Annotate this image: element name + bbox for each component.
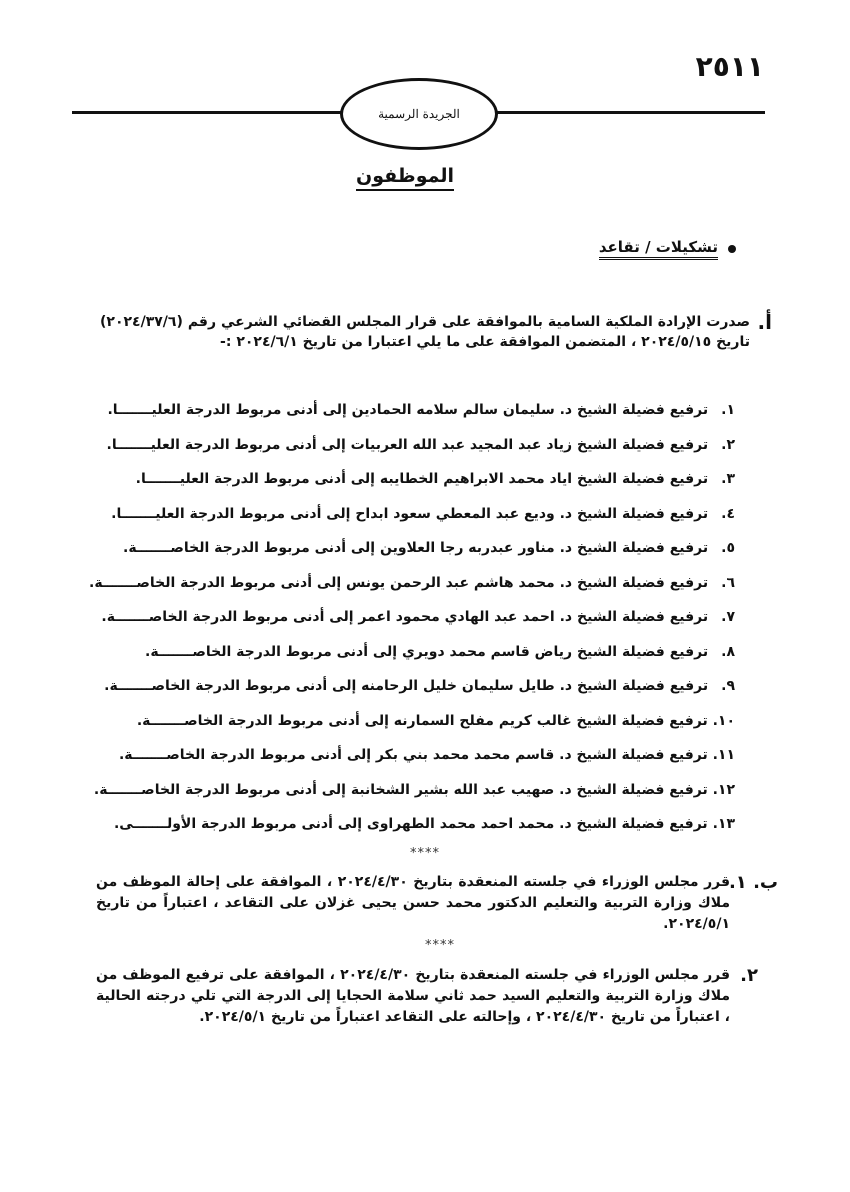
paragraph-b2-marker: ٢. xyxy=(740,965,758,986)
paragraph-b1 xyxy=(96,872,778,935)
subsection-heading xyxy=(599,238,736,260)
promotion-text: ترفيع فضيلة الشيخ د. سليمان سالم سلامه الحمادين إلى أدنى مربوط الدرجة العليـــــــا. xyxy=(107,402,709,418)
paragraph-b2-text: قرر مجلس الوزراء في جلسته المنعقدة بتاريخ ٢٠٢٤/٤/٣٠ ، الموافقة على ترفيع الموظف من ملاك وزارة التربية والتعليم السيد حمد ثاني سلامة الحجايا إلى الدرجة التي تلي درجته الحالية ، اعتباراً من تاريخ ٢٠٢٤/٤/٣٠ ، وإحالته على التقاعد اعتباراً من تاريخ ٢٠٢٤/٥/١. xyxy=(96,967,731,1025)
promotion-item xyxy=(110,467,735,502)
promotion-item xyxy=(106,433,735,468)
promotion-text: ترفيع فضيلة الشيخ غالب كريم مفلح السمارنه إلى أدنى مربوط الدرجة الخاصـــــــة. xyxy=(136,712,708,729)
promotion-number: ٦. xyxy=(721,574,735,591)
promotion-text: ترفيع فضيلة الشيخ د. محمد هاشم عبد الرحمن يونس إلى أدنى مربوط الدرجة الخاصـــــــة. xyxy=(89,574,709,591)
promotion-item xyxy=(110,812,735,847)
promotion-text: ترفيع فضيلة الشيخ د. طايل سليمان خليل الرحامنه إلى أدنى مربوط الدرجة الخاصـــــــة. xyxy=(104,678,709,694)
promotions-list xyxy=(89,398,735,847)
promotion-text: ترفيع فضيلة الشيخ د. صهيب عبد الله بشير الشخانبة إلى أدنى مربوط الدرجة الخاصـــــــة. xyxy=(93,781,708,798)
promotion-item xyxy=(110,536,735,571)
promotion-item xyxy=(101,605,735,640)
promotion-text: ترفيع فضيلة الشيخ د. احمد عبد الهادي محمود اعمر إلى أدنى مربوط الدرجة الخاصـــــــة. xyxy=(101,609,709,625)
page-number: ٢٥١١ xyxy=(695,50,764,83)
promotion-number: ١. xyxy=(721,402,735,418)
promotion-item xyxy=(93,778,735,813)
promotion-number: ٣. xyxy=(721,471,735,487)
promotion-number: ٨. xyxy=(721,643,735,660)
paragraph-b1-text: قرر مجلس الوزراء في جلسته المنعقدة بتاريخ ٢٠٢٤/٤/٣٠ ، الموافقة على إحالة الموظف من ملاك وزارة التربية والتعليم الدكتور محمد حسن يحيى غزلان على التقاعد ، اعتباراً من تاريخ ٢٠٢٤/٥/١. xyxy=(96,874,730,932)
gazette-title-badge xyxy=(340,78,498,150)
bullet-icon xyxy=(728,245,736,253)
gazette-title: الجريدة الرسمية xyxy=(378,107,460,121)
paragraph-a xyxy=(100,310,772,352)
subsection-label: تشكيلات / تقاعد xyxy=(599,238,718,260)
paragraph-a-marker: أ. xyxy=(757,310,772,334)
promotion-item xyxy=(107,398,735,433)
promotion-text: ترفيع فضيلة الشيخ د. مناور عبدربه رجا العلاوين إلى أدنى مربوط الدرجة الخاصـــــــة. xyxy=(123,540,709,556)
section-title: الموظفون xyxy=(330,165,480,187)
promotion-number: ١٢. xyxy=(712,781,735,798)
promotion-item xyxy=(104,674,735,709)
promotion-item xyxy=(110,640,735,675)
promotion-number: ١٣. xyxy=(712,816,735,832)
promotion-item xyxy=(110,502,735,537)
promotion-number: ٧. xyxy=(721,609,735,625)
promotion-number: ٢. xyxy=(721,436,735,453)
promotion-item xyxy=(110,709,735,744)
promotion-text: ترفيع فضيلة الشيخ زياد عبد المجيد عبد الله العربيات إلى أدنى مربوط الدرجة العليـــــــا. xyxy=(106,436,709,453)
promotion-text: ترفيع فضيلة الشيخ رياض قاسم محمد دويري إلى أدنى مربوط الدرجة الخاصـــــــة. xyxy=(145,643,709,660)
promotion-text: ترفيع فضيلة الشيخ اياد محمد الابراهيم الخطايبه إلى أدنى مربوط الدرجة العليـــــــا. xyxy=(135,471,709,487)
promotion-number: ٤. xyxy=(721,505,735,522)
promotion-number: ٥. xyxy=(721,540,735,556)
paragraph-b2 xyxy=(96,965,758,1028)
promotion-number: ١١. xyxy=(712,747,735,763)
promotion-item xyxy=(110,743,735,778)
promotion-number: ١٠. xyxy=(712,712,735,729)
promotion-text: ترفيع فضيلة الشيخ د. وديع عبد المعطي سعود ابداح إلى أدنى مربوط الدرجة العليـــــــا. xyxy=(111,505,709,522)
separator-stars: **** xyxy=(425,938,455,953)
paragraph-b1-marker: ب. ١. xyxy=(728,872,778,893)
promotion-number: ٩. xyxy=(721,678,735,694)
promotion-text: ترفيع فضيلة الشيخ د. قاسم محمد محمد بني بكر إلى أدنى مربوط الدرجة الخاصـــــــة. xyxy=(118,747,708,763)
promotion-item xyxy=(89,571,735,606)
promotion-text: ترفيع فضيلة الشيخ د. محمد احمد محمد الطهراوى إلى أدنى مربوط الدرجة الأولـــــــى. xyxy=(113,816,708,832)
paragraph-a-text: صدرت الإرادة الملكية السامية بالموافقة على قرار المجلس القضائي الشرعي رقم (٢٠٢٤/٣٧/٦) تاريخ ٢٠٢٤/٥/١٥ ، المتضمن الموافقة على ما يلي اعتبارا من تاريخ ٢٠٢٤/٦/١ :- xyxy=(100,314,750,350)
separator-stars: **** xyxy=(410,846,440,861)
